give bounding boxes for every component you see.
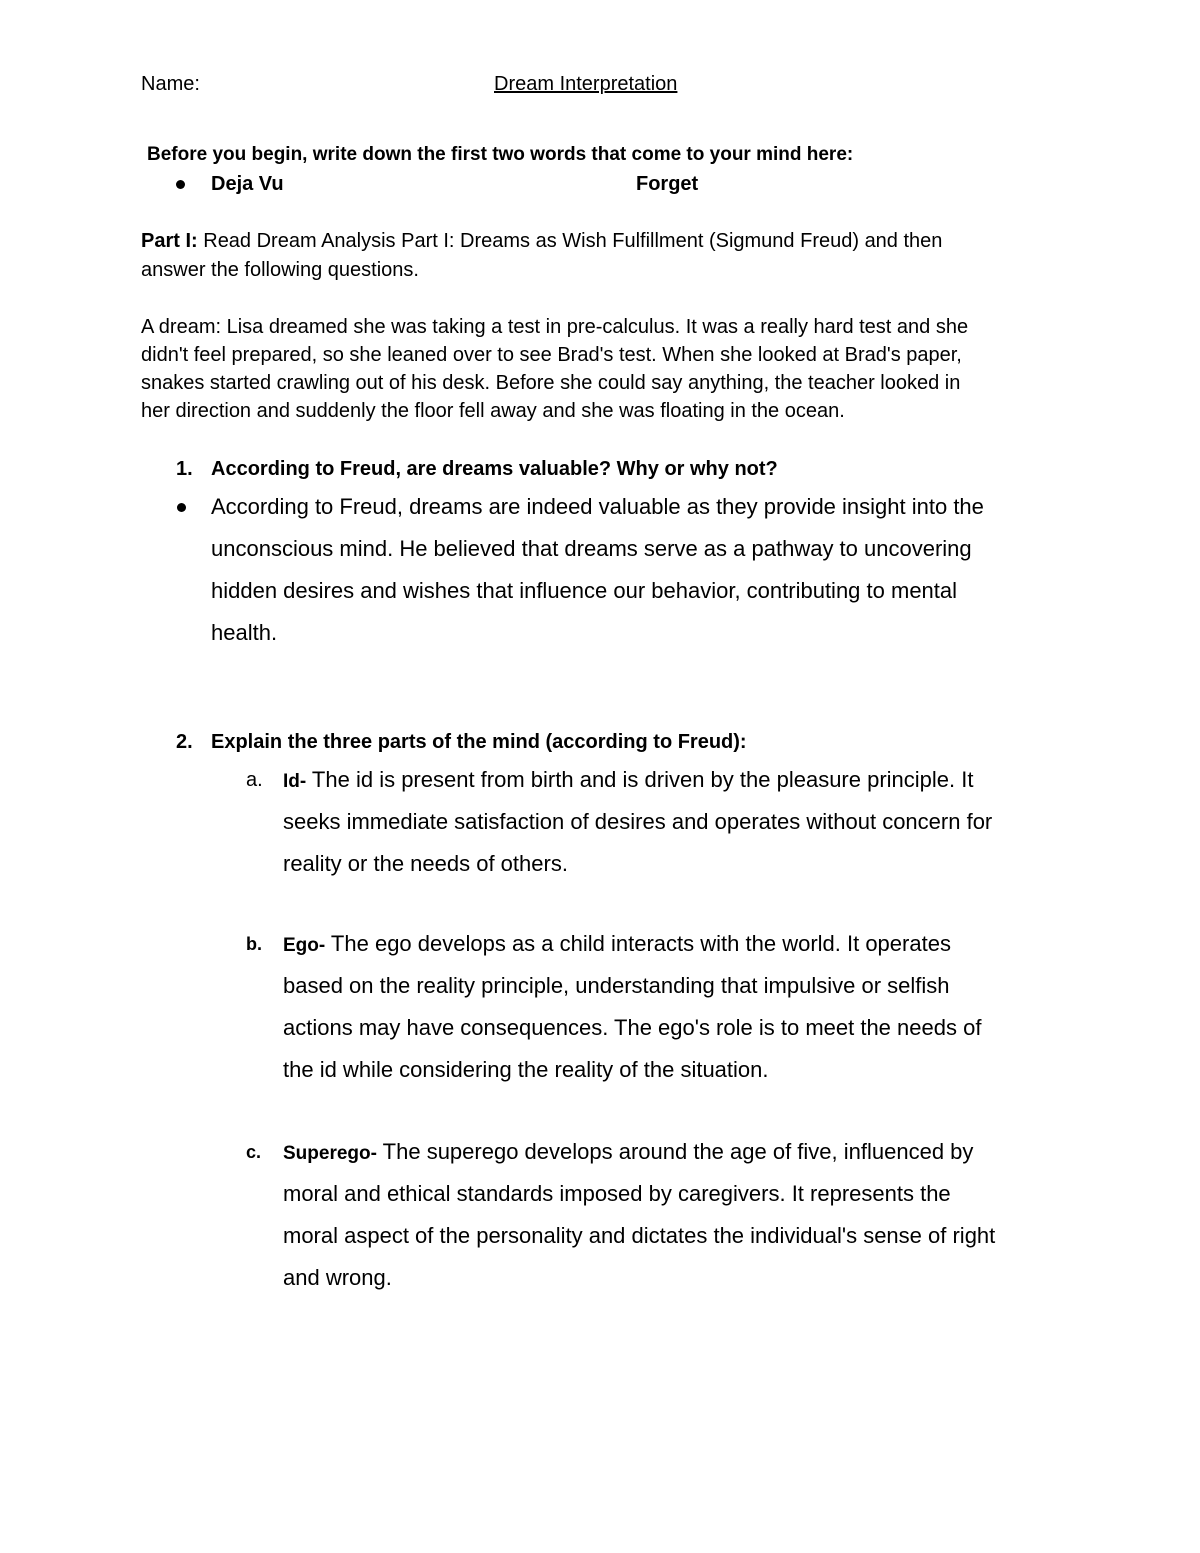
dream-line: snakes started crawling out of his desk. Before she could say anything, the teacher looked in	[141, 372, 961, 394]
part-ego-line: actions may have consequences. The ego's role is to meet the needs of	[283, 1015, 982, 1040]
part-id-line	[283, 759, 973, 803]
part1-text: Read Dream Analysis Part I: Dreams as Wish Fulfillment (Sigmund Freud) and then	[197, 230, 943, 252]
bullet-icon	[176, 180, 185, 189]
part-id-line: reality or the needs of others.	[283, 851, 568, 876]
part-letter: c.	[246, 1142, 262, 1162]
part-ego-line	[283, 923, 951, 967]
part-ego-line: the id while considering the reality of the situation.	[283, 1057, 769, 1082]
part-id-line: seeks immediate satisfaction of desires and operates without concern for	[283, 809, 993, 834]
dream-line: A dream: Lisa dreamed she was taking a test in pre-calculus. It was a really hard test and she	[141, 316, 969, 338]
q1-answer-line: health.	[211, 620, 278, 645]
q1-answer-line: hidden desires and wishes that influence our behavior, contributing to mental	[211, 578, 958, 603]
part1-instruction-2: answer the following questions.	[141, 259, 419, 281]
part-superego-line: moral aspect of the personality and dictates the individual's sense of right	[283, 1223, 996, 1248]
part-superego-line	[283, 1131, 973, 1175]
dream-line: didn't feel prepared, so she leaned over to see Brad's test. When she looked at Brad's paper,	[141, 344, 962, 366]
part1-label: Part I:	[141, 230, 198, 252]
bullet-icon	[177, 503, 186, 512]
part-superego-line: moral and ethical standards imposed by caregivers. It represents the	[283, 1181, 951, 1206]
part-text: The superego develops around the age of five, influenced by	[376, 1139, 974, 1164]
part-term: Superego-	[283, 1143, 377, 1164]
part-term: Id-	[283, 771, 307, 792]
part-letter: b.	[246, 934, 262, 954]
part-text: The ego develops as a child interacts with the world. It operates	[325, 931, 951, 956]
intro-word-2: Forget	[636, 173, 699, 195]
part-term: Ego-	[283, 935, 326, 956]
part-text: The id is present from birth and is driven by the pleasure principle. It	[306, 767, 974, 792]
part-superego-line: and wrong.	[283, 1265, 392, 1290]
q1-number: 1.	[176, 458, 193, 480]
q2-question: Explain the three parts of the mind (according to Freud):	[211, 731, 747, 753]
dream-line: her direction and suddenly the floor fell away and she was floating in the ocean.	[141, 400, 845, 422]
name-label: Name:	[141, 73, 200, 95]
part-letter: a.	[246, 769, 263, 791]
document-title: Dream Interpretation	[494, 73, 678, 95]
part-ego-line: based on the reality principle, understanding that impulsive or selfish	[283, 973, 950, 998]
intro-word-1: Deja Vu	[211, 173, 284, 195]
part1-instruction	[141, 227, 942, 255]
q2-number: 2.	[176, 731, 193, 753]
q1-answer-line: According to Freud, dreams are indeed valuable as they provide insight into the	[211, 494, 984, 519]
q1-answer-line: unconscious mind. He believed that dreams serve as a pathway to uncovering	[211, 536, 972, 561]
intro-prompt: Before you begin, write down the first two words that come to your mind here:	[147, 144, 854, 165]
q1-question: According to Freud, are dreams valuable? Why or why not?	[211, 458, 778, 480]
